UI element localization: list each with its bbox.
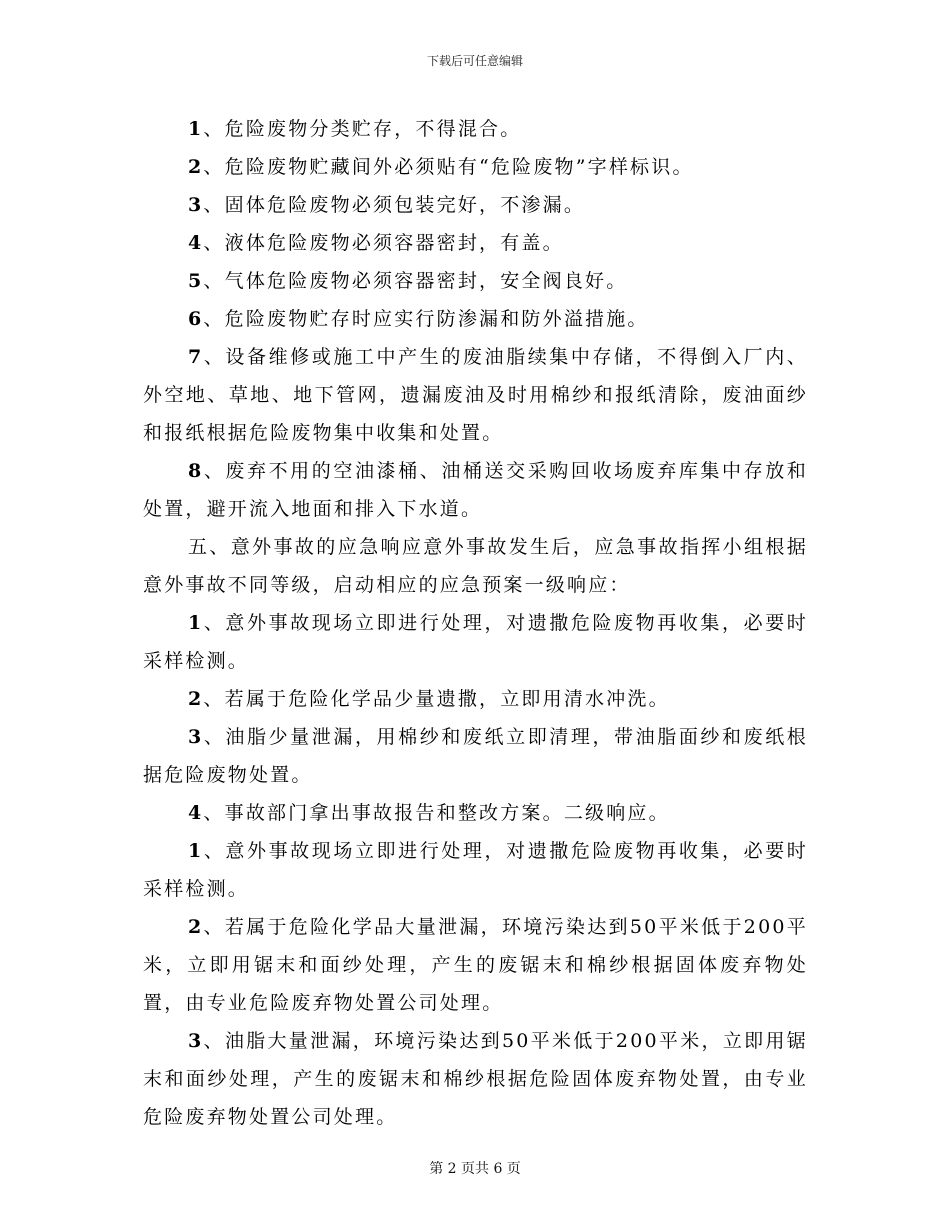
paragraph — [143, 908, 808, 1022]
paragraph-text: 、事故部门拿出事故报告和整改方案。二级响应。 — [203, 802, 670, 824]
paragraph — [143, 110, 808, 148]
paragraph — [143, 680, 808, 718]
paragraph-text: 、危险废物分类贮存，不得混合。 — [203, 118, 522, 140]
paragraph-text: 、固体危险废物必须包装完好，不渗漏。 — [203, 194, 586, 216]
paragraph-text: 五、意外事故的应急响应意外事故发生后，应急事故指挥小组根据意外事故不同等级，启动相应的应急预案一级响应： — [143, 536, 808, 596]
item-number: 4 — [188, 802, 204, 824]
paragraph — [143, 300, 808, 338]
item-number: 4 — [188, 232, 204, 254]
paragraph — [143, 338, 808, 452]
item-number: 7 — [188, 346, 204, 368]
item-number: 3 — [188, 194, 204, 216]
paragraph — [143, 832, 808, 908]
paragraph-text: 、废弃不用的空油漆桶、油桶送交采购回收场废弃库集中存放和处置，避开流入地面和排入下水道。 — [143, 460, 808, 520]
paragraph — [143, 262, 808, 300]
paragraph-text: 、设备维修或施工中产生的废油脂续集中存储，不得倒入厂内、外空地、草地、地下管网，遗漏废油及时用棉纱和报纸清除，废油面纱和报纸根据危险废物集中收集和处置。 — [143, 346, 808, 444]
item-number: 3 — [188, 1030, 204, 1052]
item-number: 8 — [188, 460, 204, 482]
item-number: 2 — [188, 688, 204, 710]
paragraph — [143, 794, 808, 832]
paragraph-text: 、液体危险废物必须容器密封，有盖。 — [203, 232, 564, 254]
page-header: 下载后可任意编辑 — [426, 54, 523, 68]
paragraph-text: 、油脂少量泄漏，用棉纱和废纸立即清理，带油脂面纱和废纸根据危险废物处置。 — [143, 726, 808, 786]
paragraph-text: 、油脂大量泄漏，环境污染达到50平米低于200平米，立即用锯末和面纱处理，产生的废锯末和棉纱根据危险固体废弃物处置，由专业危险废弃物处置公司处理。 — [143, 1030, 808, 1128]
paragraph — [143, 1022, 808, 1136]
item-number: 1 — [188, 612, 204, 634]
item-number: 2 — [188, 156, 204, 178]
paragraph-text: 、若属于危险化学品大量泄漏，环境污染达到50平米低于200平米，立即用锯末和面纱处理，产生的废锯末和棉纱根据固体废弃物处置，由专业危险废弃物处置公司处理。 — [143, 916, 808, 1014]
paragraph-text: 、若属于危险化学品少量遗撒，立即用清水冲洗。 — [203, 688, 670, 710]
paragraph-text: 、危险废物贮存时应实行防渗漏和防外溢措施。 — [203, 308, 649, 330]
section-heading-paragraph — [143, 528, 808, 604]
item-number: 6 — [188, 308, 204, 330]
paragraph — [143, 186, 808, 224]
item-number: 2 — [188, 916, 204, 938]
paragraph-text: 、危险废物贮藏间外必须贴有“危险废物”字样标识。 — [203, 156, 694, 178]
paragraph — [143, 148, 808, 186]
item-number: 1 — [188, 840, 204, 862]
item-number: 3 — [188, 726, 204, 748]
paragraph-text: 、意外事故现场立即进行处理，对遗撒危险废物再收集，必要时采样检测。 — [143, 840, 808, 900]
item-number: 5 — [188, 270, 204, 292]
paragraph — [143, 452, 808, 528]
paragraph-text: 、意外事故现场立即进行处理，对遗撒危险废物再收集，必要时采样检测。 — [143, 612, 808, 672]
paragraph-text: 、气体危险废物必须容器密封，安全阀良好。 — [203, 270, 628, 292]
paragraph — [143, 224, 808, 262]
paragraph — [143, 604, 808, 680]
paragraph — [143, 718, 808, 794]
item-number: 1 — [188, 118, 204, 140]
page-footer: 第 2 页共 6 页 — [429, 1161, 521, 1177]
document-body — [143, 110, 808, 1136]
